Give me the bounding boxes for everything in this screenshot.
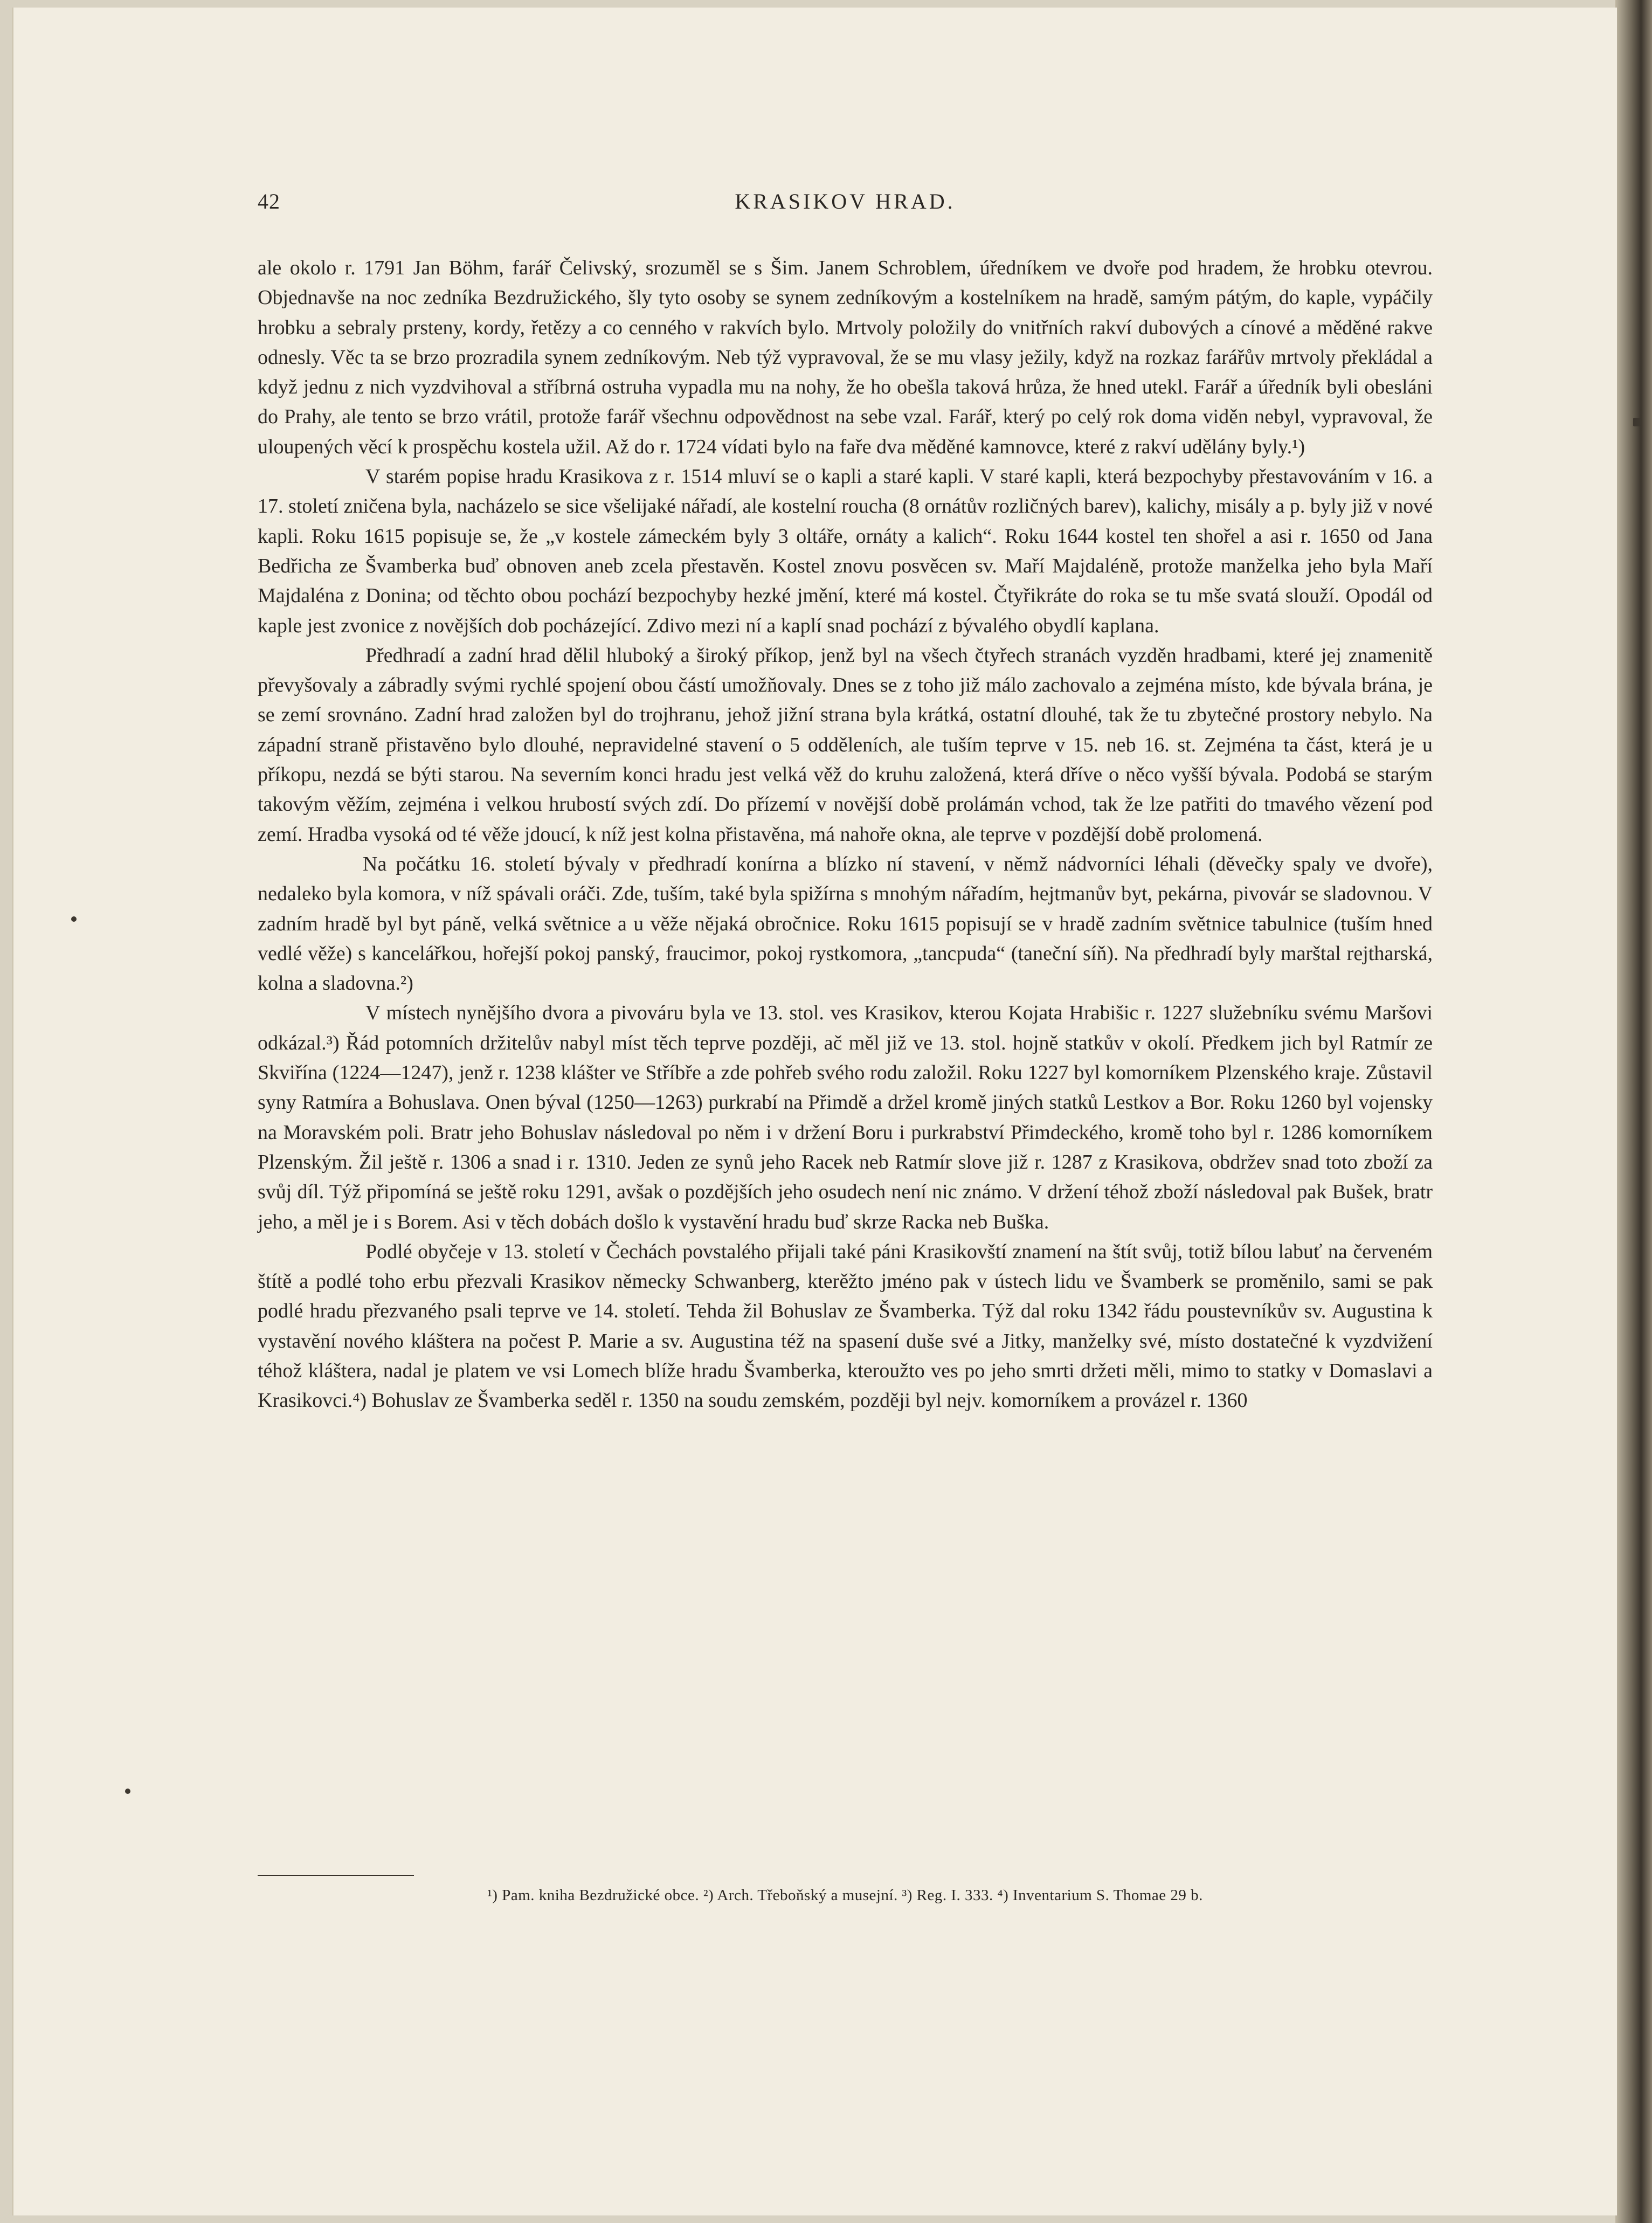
footnotes: ¹) Pam. kniha Bezdružické obce. ²) Arch. Třeboňský a musejní. ³) Reg. I. 333. ⁴) Inventarium S. Thomae 29 b. (487, 1887, 1203, 1904)
page-speck (125, 1789, 130, 1794)
gutter-mark (1633, 418, 1641, 426)
page-speck (71, 916, 77, 922)
paragraph-3: Předhradí a zadní hrad dělil hluboký a široký příkop, jenž byl na všech čtyřech stranách vyzděn hradbami, které jej znamenitě převyšovaly a zábradly svými rychlé spojení obou částí umožňovaly. Dnes se z toho již málo zachovalo a zejména místo, kde bývala brána, je se zemí srovnáno. Zadní hrad založen byl do trojhranu, jehož jižní strana byla krátká, ostatní dlouhé, tak že tu zbytečné prostory nebylo. Na západní straně přistavěno bylo dlouhé, nepravidelné stavení o 5 odděleních, ale tuším teprve v 15. neb 16. st. Zejména ta část, která je u příkopu, nezdá se býti starou. Na severním konci hradu jest velká věž do kruhu založená, která dříve o něco vyšší bývala. Podobá se starým takovým věžím, zejména i velkou hrubostí svých zdí. Do přízemí v novější době prolámán vchod, tak že lze patřiti do tmavého vězení pod zemí. Hradba vysoká od té věže jdoucí, k níž jest kolna přistavěna, má nahoře okna, ale teprve v pozdější době prolomená. (258, 644, 1433, 846)
page-number: 42 (258, 189, 280, 213)
paragraph-6: Podlé obyčeje v 13. století v Čechách povstalého přijali také páni Krasikovští znamení na štít svůj, totiž bílou labuť na červeném štítě a podlé toho erbu přezvali Krasikov německy Schwanberg, kterěžto jméno pak v ústech lidu ve Švamberk se proměnilo, sami se pak podlé hradu přezvaného psali teprve ve 14. století. Tehda žil Bohuslav ze Švamberka. Týž dal roku 1342 řádu poustevníkův sv. Augustina k vystavění nového kláštera na počest P. Marie a sv. Augustina též na spasení duše své a Jitky, manželky své, místo dostatečné k vyzdvižení téhož kláštera, nadal je platem ve vsi Lomech blíže hradu Švamberka, kteroužto ves po jeho smrti držeti měli, mimo to statky v Domaslavi a Krasikovci.⁴) Bohuslav ze Švamberka seděl r. 1350 na soudu zemském, později byl nejv. komorníkem a provázel r. 1360 (258, 1240, 1433, 1412)
running-head: KRASIKOV HRAD. (735, 189, 956, 213)
body-text (258, 253, 1433, 1416)
footnote-rule (258, 1875, 414, 1876)
paragraph-1: ale okolo r. 1791 Jan Böhm, farář Čelivský, srozuměl se s Šim. Janem Schroblem, úředníkem ve dvoře pod hradem, že hrobku otevrou. Objednavše na noc zedníka Bezdružického, šly tyto osoby se synem zedníkovým a kostelníkem na hradě, samým pátým, do kaple, vypáčily hrobku a sebraly prsteny, kordy, řetězy a co cenného v rakvích bylo. Mrtvoly položily do vnitřních rakví dubových a cínové a měděné rakve odnesly. Věc ta se brzo prozradila synem zedníkovým. Neb týž vypravoval, že se mu vlasy ježily, když na rozkaz farářův mrtvoly překládal a když jednu z nich vyzdvihoval a stříbrná ostruha vypadla mu na nohy, že ho obešla taková hrůza, že hned utekl. Farář a úředník byli obesláni do Prahy, ale tento se brzo vrátil, protože farář všechnu odpovědnost na sebe vzal. Farář, který po celý rok doma viděn nebyl, vypravoval, že uloupených věcí k prospěchu kostela užil. Až do r. 1724 vídati bylo na faře dva měděné kamnovce, které z rakví udělány byly.¹) (258, 257, 1433, 458)
page-header (258, 189, 1433, 221)
book-gutter (1615, 0, 1652, 2223)
paragraph-4: Na počátku 16. století bývaly v předhradí konírna a blízko ní stavení, v němž nádvorníci léhali (děvečky spaly ve dvoře), nedaleko byla komora, v níž spávali oráči. Zde, tuším, také byla spižírna s mnohým nářadím, hejtmanův byt, pekárna, pivovár se sladovnou. V zadním hradě byl byt páně, velká světnice a u věže nějaká obročnice. Roku 1615 popisují se v hradě zadním světnice tabulnice (tuším hned vedlé věže) s kancelářkou, hořejší pokoj panský, fraucimor, pokoj rystkomora, „tancpuda“ (taneční síň). Na předhradí byly marštal rejtharská, kolna a sladovna.²) (258, 852, 1433, 995)
paragraph-2: V starém popise hradu Krasikova z r. 1514 mluví se o kapli a staré kapli. V staré kapli, která bezpochyby přestavováním v 16. a 17. století zničena byla, nacházelo se sice všelijaké nářadí, ale kostelní roucha (8 ornátův rozličných barev), kalichy, misály a p. byly již v nové kapli. Roku 1615 popisuje se, že „v kostele zámeckém byly 3 oltáře, ornáty a kalich“. Roku 1644 kostel ten shořel a asi r. 1650 od Jana Bedřicha ze Švamberka buď obnoven aneb zcela přestavěn. Kostel znovu posvěcen sv. Maří Majdaléně, protože manželka jeho byla Maří Majdaléna z Donina; od těchto obou pochází bezpochyby hezké jmění, které má kostel. Čtyřikráte do roka se tu mše svatá slouží. Opodál od kaple jest zvonice z novějších dob pocházející. Zdivo mezi ní a kaplí snad pochází z bývalého obydlí kaplana. (258, 465, 1433, 637)
paragraph-5: V místech nynějšího dvora a pivováru byla ve 13. stol. ves Krasikov, kterou Kojata Hrabišic r. 1227 služebníku svému Maršovi odkázal.³) Řád potomních držitelův nabyl míst těch teprve později, ač měl již ve 13. stol. hojně statkův v okolí. Předkem jich byl Ratmír ze Skviřína (1224—1247), jenž r. 1238 klášter ve Stříbře a zde pohřeb svého rodu založil. Roku 1227 byl komorníkem Plzenského kraje. Zůstavil syny Ratmíra a Bohuslava. Onen býval (1250—1263) purkrabí na Přimdě a držel kromě jiných statků Lestkov a Bor. Roku 1260 byl vojensky na Moravském poli. Bratr jeho Bohuslav následoval po něm i v držení Boru i purkrabství Přimdeckého, kromě toho byl r. 1286 komorníkem Plzenským. Žil ještě r. 1306 a snad i r. 1310. Jeden ze synů jeho Racek neb Ratmír slove již r. 1287 z Krasikova, obdržev snad toto zboží za svůj díl. Týž připomíná se ještě roku 1291, avšak o pozdějších jeho osudech není nic známo. V držení téhož zboží následoval pak Bušek, bratr jeho, a měl je i s Borem. Asi v těch dobách došlo k vystavění hradu buď skrze Racka neb Buška. (258, 1002, 1433, 1233)
